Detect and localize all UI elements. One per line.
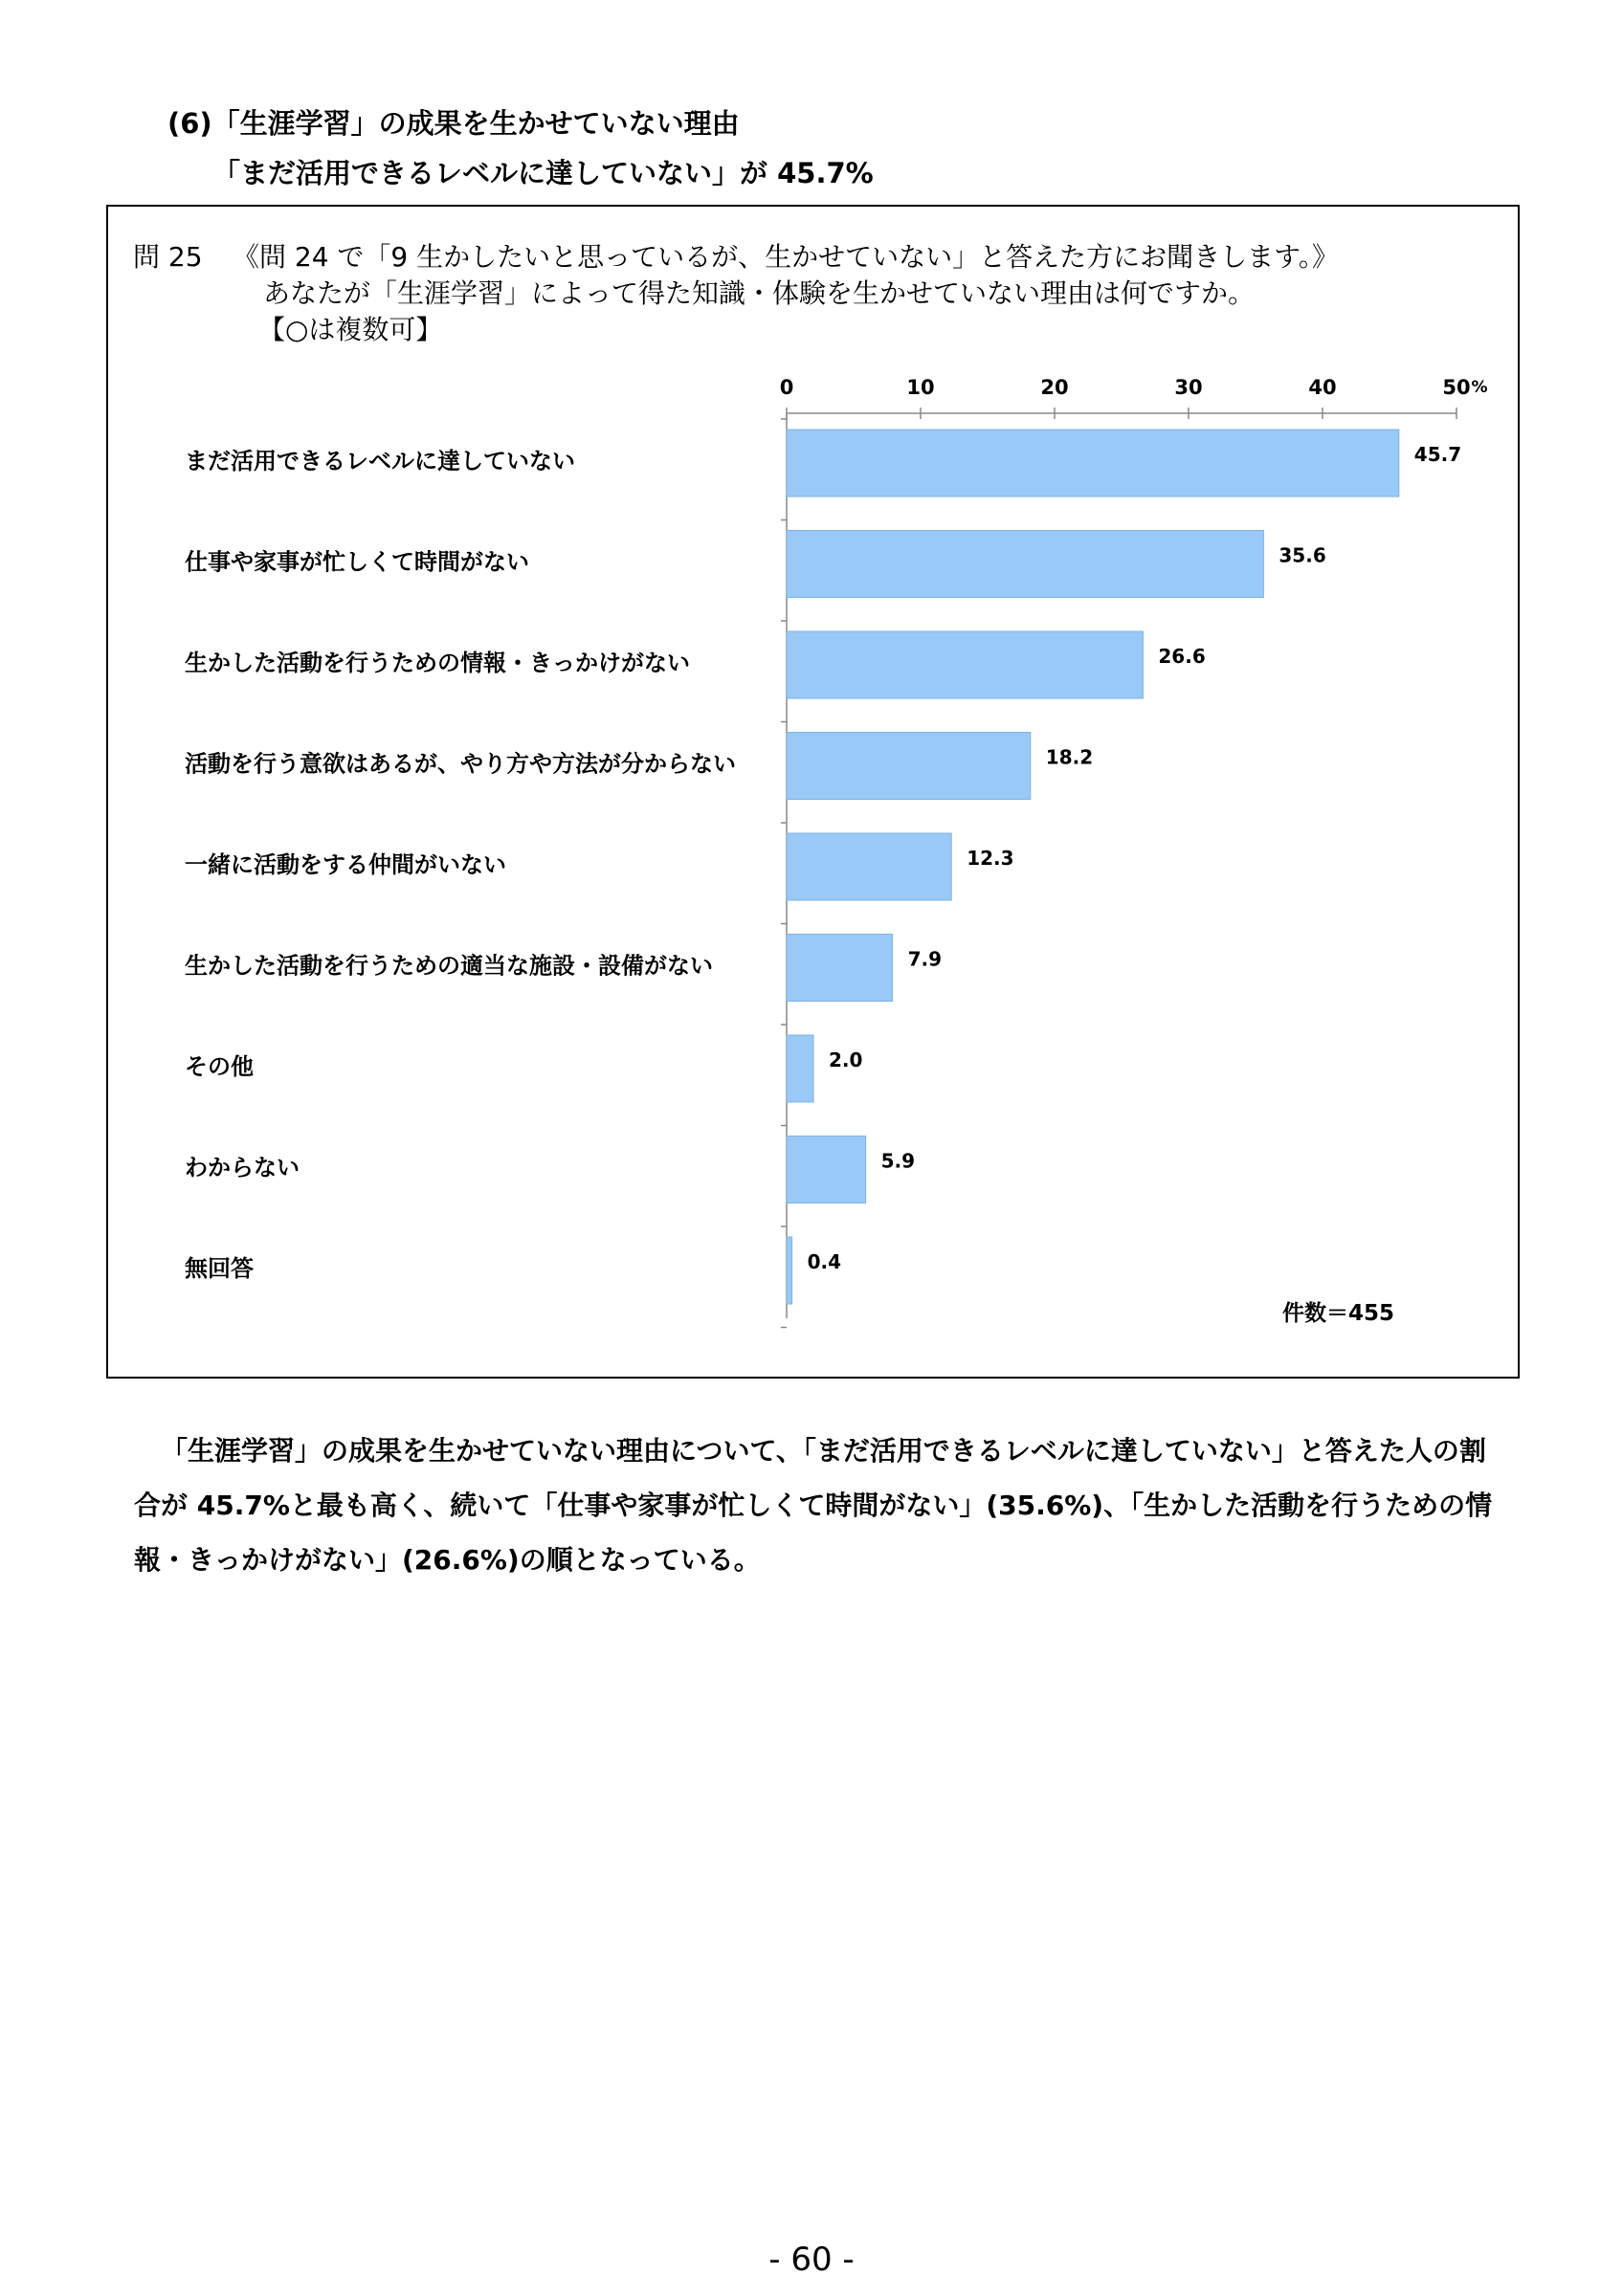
category-label: 生かした活動を行うための情報・きっかけがない xyxy=(185,650,690,676)
question-preface: 《問 24 で「9 生かしたいと思っているが、生かせていない」と答えた方にお聞きします。》 xyxy=(233,241,1339,273)
bar xyxy=(787,430,1399,497)
bar xyxy=(787,1237,792,1304)
bar xyxy=(787,733,1031,800)
x-tick-label: 50 xyxy=(1442,376,1471,399)
value-label: 18.2 xyxy=(1045,745,1094,769)
value-label: 35.6 xyxy=(1278,543,1326,567)
bar xyxy=(787,1035,813,1102)
category-label: 仕事や家事が忙しくて時間がない xyxy=(185,548,529,576)
value-label: 2.0 xyxy=(829,1049,863,1071)
category-label: 無回答 xyxy=(185,1255,254,1282)
category-label: 一緒に活動をする仲間がいない xyxy=(185,851,506,878)
bar xyxy=(787,1137,866,1203)
category-label: 生かした活動を行うための適当な施設・設備がない xyxy=(185,952,713,980)
value-label: 0.4 xyxy=(807,1250,842,1273)
x-tick-label: 10 xyxy=(906,376,935,399)
summary-paragraph xyxy=(134,1424,1493,1587)
x-tick-label: 0 xyxy=(779,376,794,399)
bar xyxy=(787,935,893,1002)
value-label: 5.9 xyxy=(880,1149,916,1173)
question-instruction: 【○は複数可】 xyxy=(258,314,443,345)
bar xyxy=(787,833,951,900)
category-label: その他 xyxy=(185,1053,254,1080)
value-label: 45.7 xyxy=(1413,443,1462,466)
category-label: まだ活用できるレベルに達していない xyxy=(185,448,575,475)
value-label: 12.3 xyxy=(967,847,1014,870)
bar xyxy=(787,631,1143,698)
x-tick-label: 40 xyxy=(1308,376,1337,399)
category-label: わからない xyxy=(185,1154,300,1181)
question-text: あなたが「生涯学習」によって得た知識・体験を生かせていない理由は何ですか。 xyxy=(263,277,1256,309)
section-subheading: 「まだ活用できるレベルに達していない」が 45.7% xyxy=(212,157,874,189)
question-number: 問 25 xyxy=(133,241,203,273)
x-unit-label: % xyxy=(1471,378,1488,397)
page-number: - 60 - xyxy=(768,2241,855,2279)
bar xyxy=(787,531,1263,598)
value-label: 26.6 xyxy=(1158,645,1206,668)
value-label: 7.9 xyxy=(907,947,943,971)
category-label: 活動を行う意欲はあるが、やり方や方法が分からない xyxy=(185,750,736,778)
x-tick-label: 20 xyxy=(1040,376,1069,399)
section-heading: (6)「生涯学習」の成果を生かせていない理由 xyxy=(167,107,740,140)
sample-size-note: 件数＝455 xyxy=(1282,1301,1395,1326)
x-tick-label: 30 xyxy=(1174,376,1203,399)
summary-text: 「生涯学習」の成果を生かせていない理由について、「まだ活用できるレベルに達していない」と答えた人の割合が 45.7%と最も高く、続いて「仕事や家事が忙しくて時間がない」(35.6%)、「生かした活動を行うための情報・きっかけがない」(26.6%)の順となっている。 xyxy=(134,1435,1493,1576)
